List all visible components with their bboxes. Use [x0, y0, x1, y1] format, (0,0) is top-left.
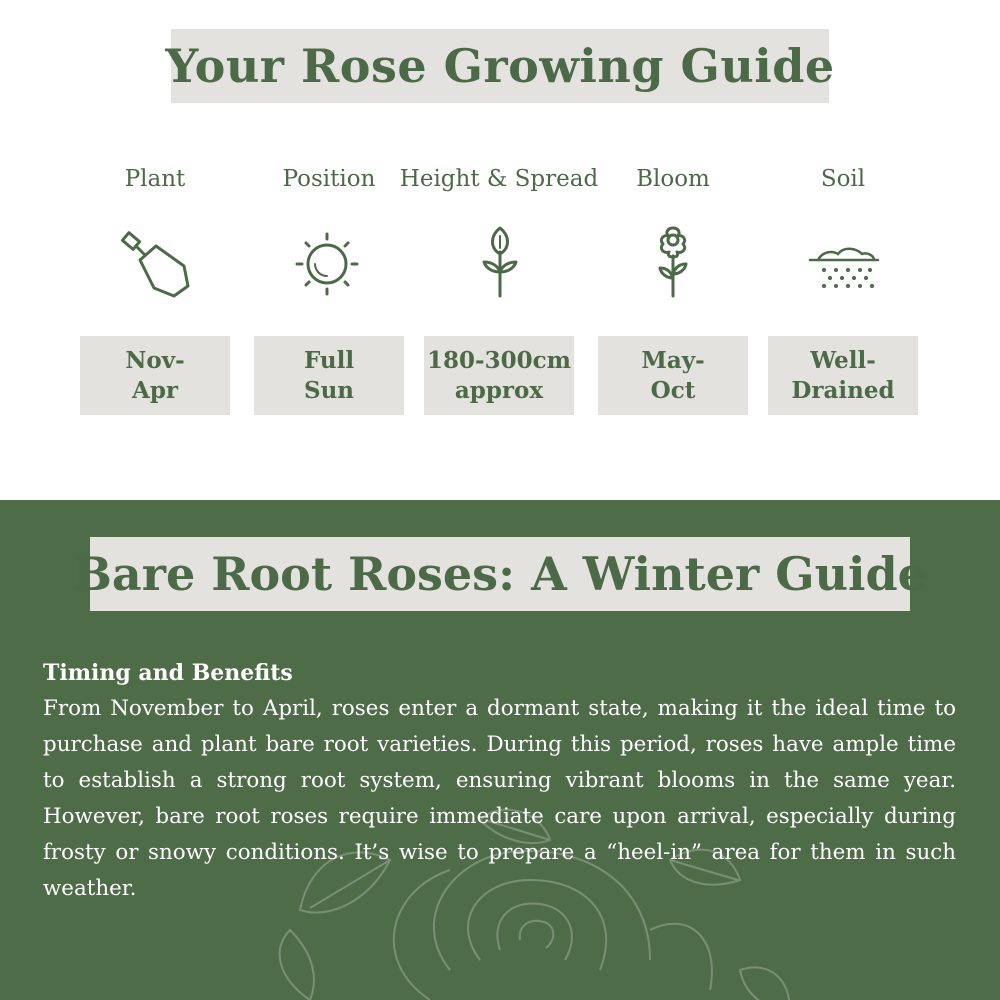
soil-value-line2: Drained [791, 376, 895, 404]
soil-icon [804, 226, 884, 302]
position-value-line2: Sun [303, 376, 355, 404]
plant-value-line1: Nov- [125, 346, 185, 374]
trowel-icon [118, 226, 198, 302]
article-heading: Timing and Benefits [43, 660, 293, 686]
winter-guide-section [0, 500, 1000, 1000]
bloom-label: Bloom [636, 166, 710, 192]
soil-value-box [768, 336, 918, 415]
flower-icon [633, 226, 713, 302]
plant-label: Plant [124, 166, 186, 192]
position-label: Position [282, 166, 376, 192]
bloom-value-line1: May- [641, 346, 705, 374]
article-body: From November to April, roses enter a dormant state, making it the ideal time to purchase and plant bare root varieties. During this period, roses have ample time to establish a strong root system, ensuring vibrant blooms in the same year. However, bare root roses require immediate care upon arrival, especially during frosty or snowy conditions. It’s wise to prepare a “heel-in” area for them in such weather. [43, 696, 956, 901]
bloom-value-line2: Oct [650, 376, 696, 404]
position-value-line1: Full [303, 346, 355, 374]
height-spread-value-line1: 180-300cm [427, 346, 571, 374]
winter-article [43, 655, 956, 907]
plant-stem-icon [460, 226, 540, 302]
bloom-value-box [598, 336, 748, 415]
plant-value-line2: Apr [131, 376, 179, 404]
winter-title: Bare Root Roses: A Winter Guide [73, 547, 927, 601]
guide-title-banner [165, 29, 835, 103]
height-spread-value-box [424, 336, 574, 415]
height-spread-label: Height & Spread [399, 166, 599, 192]
height-spread-value-line2: approx [454, 376, 544, 404]
soil-value-line1: Well- [810, 346, 876, 374]
soil-label: Soil [820, 166, 866, 192]
guide-title: Your Rose Growing Guide [165, 39, 835, 93]
position-value-box [254, 336, 404, 415]
sun-icon [288, 226, 368, 302]
plant-value-box [80, 336, 230, 415]
winter-title-banner [73, 537, 927, 611]
